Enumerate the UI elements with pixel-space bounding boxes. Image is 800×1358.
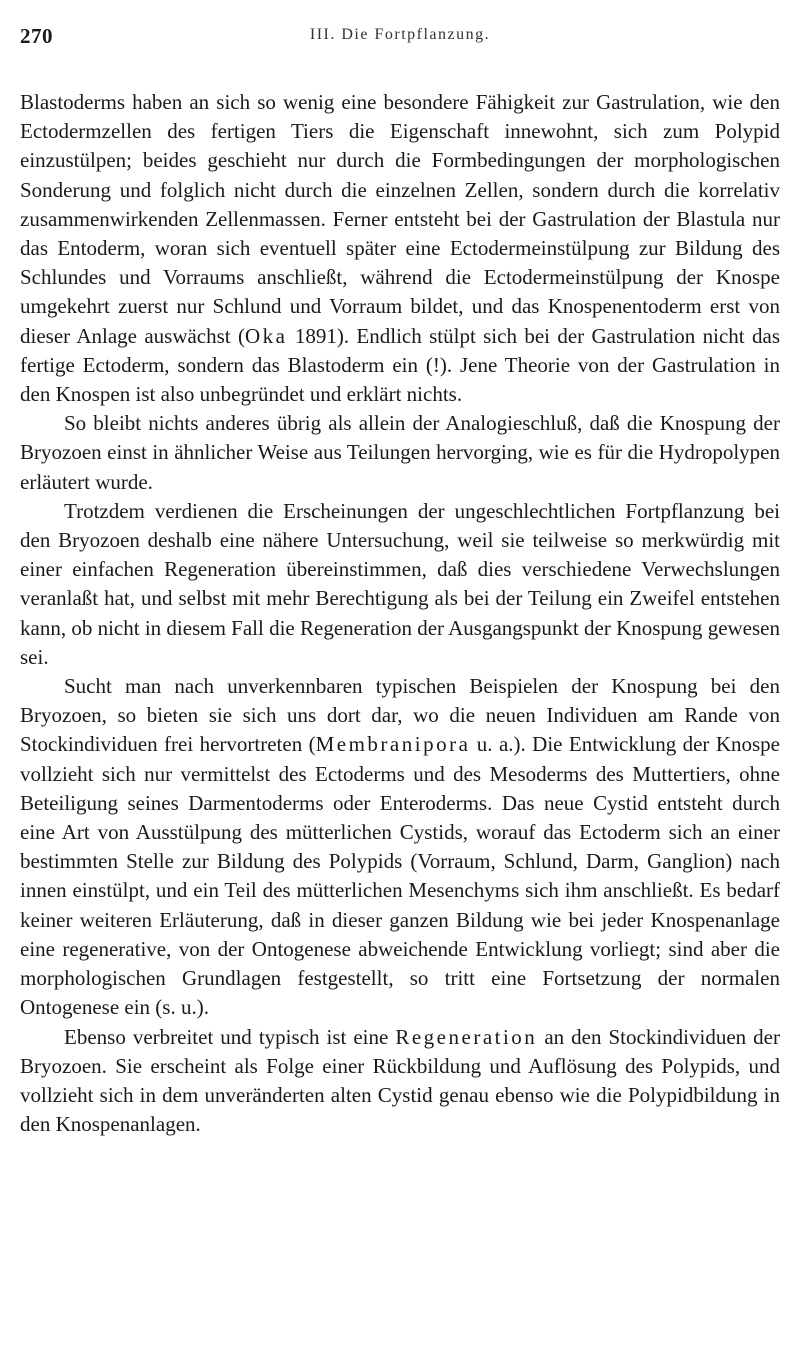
page-number: 270 [20,24,53,48]
paragraph-3 [20,497,780,672]
paragraph-5 [20,1023,780,1140]
running-head: III. Die Fortpflanzung. [309,26,491,43]
page-header [20,18,780,52]
paragraph-1 [20,88,780,409]
body-text [20,88,780,1139]
genus-name-membranipora: Membranipora [315,732,471,757]
paragraph-text: So bleibt nichts anderes übrig als allein der Analogieschluß, daß die Knospung der Bryozoen einst in ähnlicher Weise aus Teilungen hervorging, wie es für die Hydropolypen erläutert wurde. [20,411,780,494]
paragraph-text: Trotzdem verdienen die Erscheinungen der ungeschlechtlichen Fortpflanzung bei den Bryozoen deshalb eine nähere Untersuchung, weil sie teilweise so merkwürdig mit einer einfachen Regeneration übereinstimmen, daß dies verschiedene Verwechslungen veranlaßt hat, und selbst mit mehr Berechtigung als bei der Teilung ein Zweifel entstehen kann, ob nicht in diesem Fall die Regeneration der Ausgangspunkt der Knospung gewesen sei. [20,498,780,669]
paragraph-text: Blastoderms haben an sich so wenig eine besondere Fähigkeit zur Gastrulation, wie den Ectodermzellen des fertigen Tiers die Eigenschaft innewohnt, sich zum Polypid einzustülpen; beides geschieht nur durch die Formbedingungen der morphologischen Sonderung und folglich nicht durch die einzelnen Zellen, sondern durch die korrelativ zusammenwirkenden Zellenmassen. Ferner entsteht bei der Gastrulation der Blastula nur das Entoderm, woran sich eventuell später eine Ectodermeinstülpung zur Bildung des Schlundes und Vorraums anschließt, während die Ectodermeinstülpung der Knospe umgekehrt zuerst nur Schlund und Vorraum bildet, und das Knospenentoderm erst von dieser Anlage auswächst ( [20,90,780,348]
book-page [20,18,780,1139]
paragraph-text: 1891). Endlich stülpt sich bei der Gastrulation nicht das fertige Ectoderm, sondern das Blastoderm ein (!). Jene Theorie von der Gastrulation in den Knospen ist also unbegründet und erklärt nichts. [20,323,780,407]
paragraph-2 [20,409,780,497]
paragraph-text: an den Stockindividuen der Bryozoen. Sie erscheint als Folge einer Rückbildung und Auflösung des Polypids, und vollzieht sich in dem unveränderten alten Cystid genau ebenso wie die Polypidbildung in den Knospenanlagen. [20,1024,780,1137]
author-name-oka: Oka [244,323,288,348]
paragraph-text: u. a.). Die Entwicklung der Knospe vollzieht sich nur vermittelst des Ectoderms und des Mesoderms des Muttertiers, ohne Beteiligung seines Darmentoderms oder Enteroderms. Das neue Cystid entsteht durch eine Art von Ausstülpung des mütterlichen Cystids, worauf das Ectoderm sich an einer bestimmten Stelle zur Bildung des Polypids (Vorraum, Schlund, Darm, Ganglion) nach innen einstülpt, und ein Teil des mütterlichen Mesenchyms sich ihm anschließt. Es bedarf keiner weiteren Erläuterung, daß in dieser ganzen Bildung wie bei jeder Knospenanlage eine regenerative, von der Ontogenese abweichende Entwicklung vorliegt; sind aber die morphologischen Grundlagen festgestellt, so tritt eine Fortsetzung der normalen Ontogenese ein (s. u.). [20,732,780,1020]
emphasis-regeneration: Regeneration [395,1024,538,1049]
paragraph-text: Ebenso verbreitet und typisch ist eine [64,1024,396,1049]
paragraph-text: Sucht man nach unverkennbaren typischen Beispielen der Knospung bei den Bryozoen, so bieten sie sich uns dort dar, wo die neuen Individuen am Rande von Stockindividuen frei hervortreten ( [20,674,780,757]
paragraph-4 [20,672,780,1022]
